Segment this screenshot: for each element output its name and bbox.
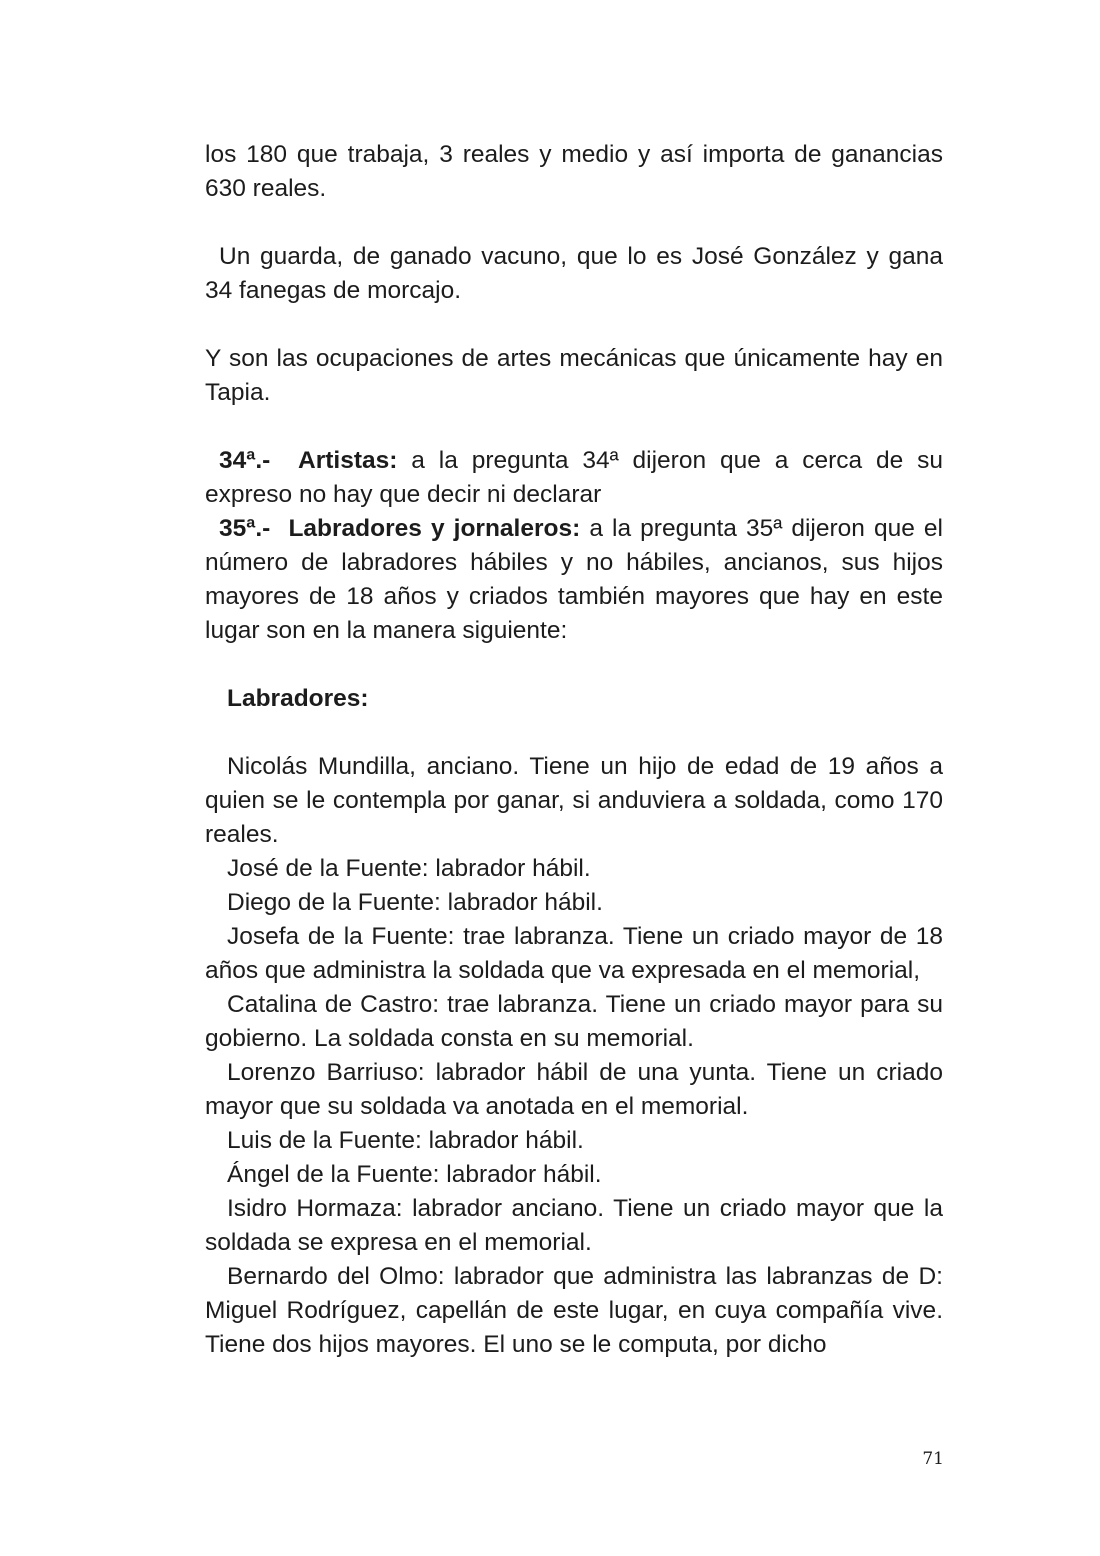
entry-item: Nicolás Mundilla, anciano. Tiene un hijo de edad de 19 años a quien se le contempla por ganar, si anduviera a soldada, como 170 reales.: [205, 753, 943, 848]
paragraph-artistas: [205, 444, 943, 512]
entry-item: Ángel de la Fuente: labrador hábil.: [227, 1161, 602, 1188]
heading-labradores: Labradores:: [227, 685, 369, 712]
paragraph-labradores-text: a la pregunta 35ª dijeron que el número de labradores hábiles y no hábiles, ancianos, sus hijos mayores de 18 años y criados también mayores que hay en este lugar son en la manera siguiente:: [205, 515, 943, 644]
entry-item: Bernardo del Olmo: labrador que administra las labranzas de D: Miguel Rodríguez, capellán de este lugar, en cuya compañía vive. Tiene dos hijos mayores. El uno se le computa, por dicho: [205, 1263, 943, 1358]
question-number-34: 34ª.-: [219, 447, 271, 474]
paragraph-labradores-jornaleros: [205, 512, 943, 648]
entry-item: Lorenzo Barriuso: labrador hábil de una yunta. Tiene un criado mayor que su soldada va anotada en el memorial.: [205, 1059, 943, 1120]
section-title-labradores-jornaleros: Labradores y jornaleros:: [288, 515, 581, 542]
paragraph-ocupaciones: Y son las ocupaciones de artes mecánicas que únicamente hay en Tapia.: [205, 345, 943, 406]
entry-item: Catalina de Castro: trae labranza. Tiene un criado mayor para su gobierno. La soldada consta en su memorial.: [205, 991, 943, 1052]
paragraph-guarda: Un guarda, de ganado vacuno, que lo es José González y gana 34 fanegas de morcajo.: [205, 243, 943, 304]
entry-item: Josefa de la Fuente: trae labranza. Tiene un criado mayor de 18 años que administra la soldada que va expresada en el memorial,: [205, 923, 943, 984]
page-number: 71: [922, 1449, 944, 1469]
section-title-artistas: Artistas:: [298, 447, 398, 474]
entry-item: Isidro Hormaza: labrador anciano. Tiene un criado mayor que la soldada se expresa en el memorial.: [205, 1195, 943, 1256]
entry-item: Luis de la Fuente: labrador hábil.: [227, 1127, 584, 1154]
entry-item: José de la Fuente: labrador hábil.: [227, 855, 591, 882]
body-text: [205, 138, 943, 1362]
question-number-35: 35ª.-: [219, 515, 271, 542]
paragraph-artistas-text: a la pregunta 34ª dijeron que a cerca de su expreso no hay que decir ni declarar: [205, 447, 943, 508]
paragraph-ganancias: los 180 que trabaja, 3 reales y medio y así importa de ganancias 630 reales.: [205, 141, 943, 202]
entry-item: Diego de la Fuente: labrador hábil.: [227, 889, 603, 916]
